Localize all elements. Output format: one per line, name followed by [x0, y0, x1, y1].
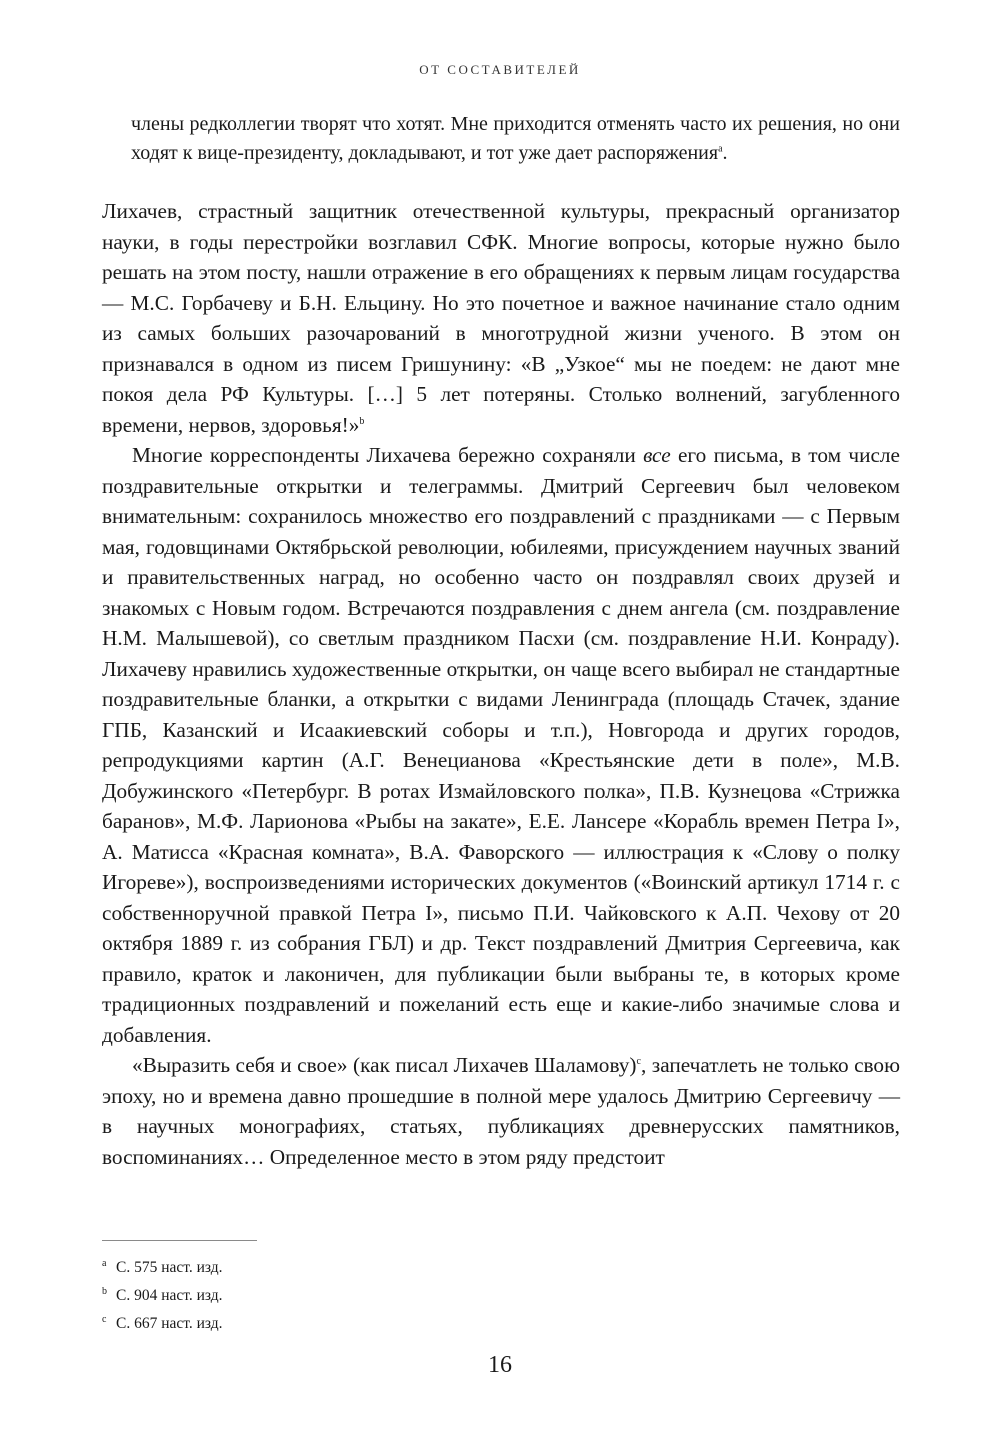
paragraph-2 [102, 440, 900, 1050]
page-number: 16 [488, 1352, 512, 1378]
paragraph-1 [102, 196, 900, 440]
footnote-divider [102, 1240, 257, 1241]
body-text [102, 196, 900, 1172]
footnote-b: b С. 904 наст. изд. [102, 1285, 223, 1304]
footnote-ref-b[interactable]: b [359, 415, 365, 427]
paragraph-3 [102, 1050, 900, 1172]
footnote-text-a: С. 575 наст. изд. [116, 1259, 223, 1276]
footnote-ref-a[interactable]: a [718, 143, 723, 155]
paragraph-1-text: Лихачев, страстный защитник отечественной культуры, прекрасный организатор науки, в годы перестройки возглавил СФК. Многие вопросы, которые нужно было решать на этом посту, нашли отражение в его обращениях к первым лицам государства — М.С. Горбачеву и Б.Н. Ельцину. Но это почетное и важное начинание стало одним из самых больших разочарований в многотрудной жизни ученого. В этом он признавался в одном из писем Гришунину: «В „Узкое“ мы не поедем: не дают мне покоя дела РФ Культуры. […] 5 лет потеряны. Столько волнений, загубленного времени, нервов, здоровья!» [102, 199, 900, 437]
running-title: ОТ СОСТАВИТЕЛЕЙ [419, 62, 581, 77]
paragraph-2-emphasis: все [643, 443, 671, 467]
footnote-text-c: С. 667 наст. изд. [116, 1315, 223, 1332]
footnote-c: c С. 667 наст. изд. [102, 1313, 223, 1332]
paragraph-3-before: «Выразить себя и свое» (как писал Лихачев Шаламову) [132, 1053, 637, 1077]
paragraph-3-after: , запечатлеть не только свою эпоху, но и времена давно прошедшие в полной мере удалось Дмитрию Сергеевичу — в научных монографиях, статьях, публикациях древнерусских памятников, воспоминаниях… Определенное место в этом ряду предстоит [102, 1053, 900, 1169]
block-quote: члены редколлегии творят что хотят. Мне приходится отменять часто их решения, но они ходят к вице-президенту, докладывают, и тот уже дает распоряжения$^a$. [131, 113, 900, 164]
paragraph-2-before: Многие корреспонденты Лихачева бережно сохраняли [132, 443, 644, 467]
footnote-ref-c[interactable]: c [636, 1055, 641, 1067]
quote-text: члены редколлегии творят что хотят. Мне приходится отменять часто их решения, но они ходят к вице-президенту, докладывают, и тот уже дает распоряжения [131, 113, 900, 164]
footnote-text-b: С. 904 наст. изд. [116, 1287, 223, 1304]
footnotes [102, 1254, 900, 1338]
footnote-a: a С. 575 наст. изд. [102, 1257, 223, 1276]
paragraph-2-after: его письма, в том числе поздравительные открытки и телеграммы. Дмитрий Сергеевич был человеком внимательным: сохранилось множество его поздравлений с праздниками — с Первым мая, годовщинами Октябрьской революции, юбилеями, присуждением научных званий и правительственных наград, но особенно часто он поздравлял своих друзей и знакомых с Новым годом. Встречаются поздравления с днем ангела (см. поздравление Н.М. Малышевой), со светлым праздником Пасхи (см. поздравление Н.И. Конраду). Лихачеву нравились художественные открытки, он чаще всего выбирал не стандартные поздравительные бланки, а открытки с видами Ленинграда (площадь Стачек, здание ГПБ, Казанский и Исаакиевский соборы и т.п.), Новгорода и других городов, репродукциями картин (А.Г. Венецианова «Крестьянские дети в поле», М.В. Добужинского «Петербург. В ротах Измайловского полка», П.В. Кузнецова «Стрижка баранов», М.Ф. Ларионова «Рыбы на закате», Е.Е. Лансере «Корабль времен Петра I», А. Матисса «Красная комната», В.А. Фаворского — иллюстрация к «Слову о полку Игореве»), воспроизведениями исторических документов («Воинский артикул 1714 г. с собственноручной правкой Петра I», письмо П.И. Чайковского к А.П. Чехову от 20 октября 1889 г. из собрания ГБЛ) и др. Текст поздравлений Дмитрия Сергеевича, как правило, краток и лаконичен, для публикации были выбраны те, в которых кроме традиционных поздравлений и пожеланий есть еще и какие-либо значимые слова и добавления. [102, 443, 900, 1047]
